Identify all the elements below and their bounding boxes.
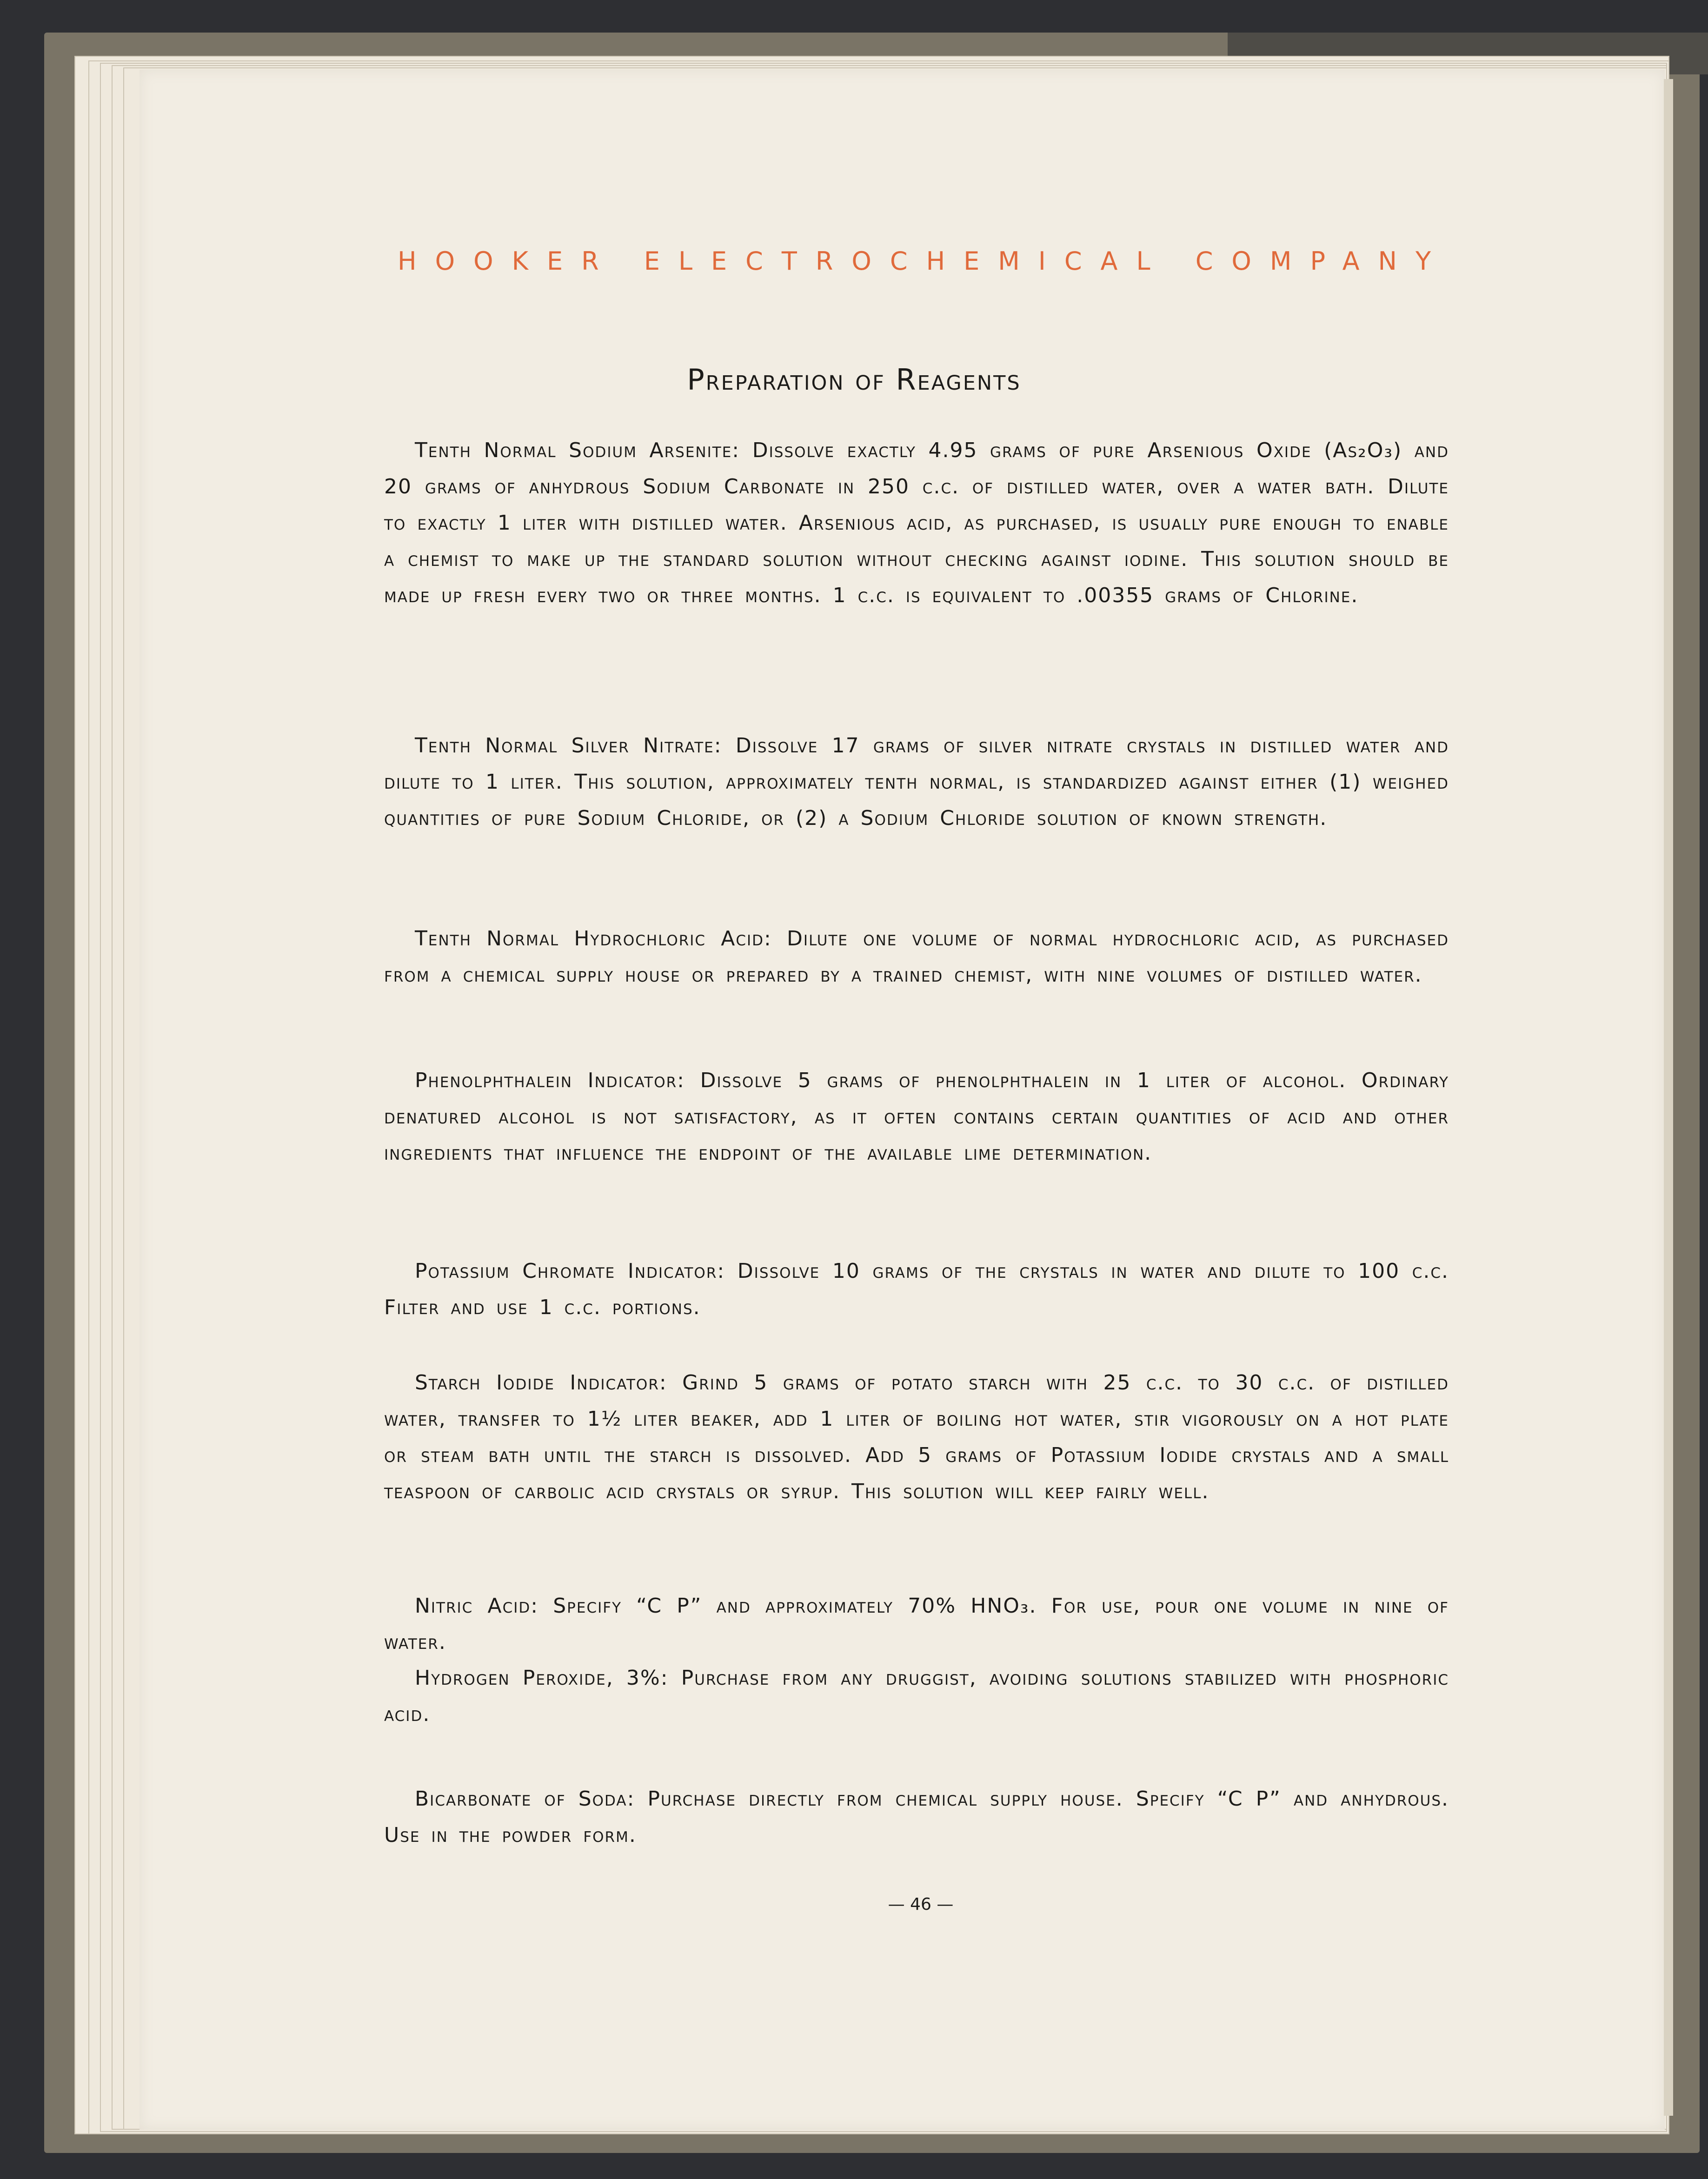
running-header: HOOKER ELECTROCHEMICAL COMPANY: [398, 246, 1449, 276]
page-title: Preparation of Reagents: [687, 363, 1021, 397]
paragraph-bicarbonate-soda: Bicarbonate of Soda: Purchase directly from chemical supply house. Specify “C P” and anhydrous. Use in the powder form.: [384, 1787, 1449, 1847]
paragraph-phenolphthalein: Phenolphthalein Indicator: Dissolve 5 grams of phenolphthalein in 1 liter of alcohol. Ordinary denatured alcohol is not satisfactory, as it often contains certain quantities of acid and other ingredients that influence the endpoint of the available lime determination.: [384, 1069, 1449, 1165]
paragraph-sodium-arsenite: Tenth Normal Sodium Arsenite: Dissolve exactly 4.95 grams of pure Arsenious Oxide (As₂O₃) and 20 grams of anhydrous Sodium Carbonate in 250 c.c. of distilled water, over a water bath. Dilute to exactly 1 liter with distilled water. Arsenious acid, as purchased, is usually pure enough to enable a chemist to make up the standard solution without checking against iodine. This solution should be made up fresh every two or three months. 1 c.c. is equivalent to .00355 grams of Chlorine.: [384, 438, 1449, 607]
paragraph-hydrochloric-acid: Tenth Normal Hydrochloric Acid: Dilute one volume of normal hydrochloric acid, as purchased from a chemical supply house or prepared by a trained chemist, with nine volumes of distilled water.: [384, 927, 1449, 987]
paragraph-silver-nitrate: Tenth Normal Silver Nitrate: Dissolve 17 grams of silver nitrate crystals in distilled water and dilute to 1 liter. This solution, approximately tenth normal, is standardized against either (1) weighed quantities of pure Sodium Chloride, or (2) a Sodium Chloride solution of known strength.: [384, 734, 1449, 830]
paragraph-starch-iodide: Starch Iodide Indicator: Grind 5 grams of potato starch with 25 c.c. to 30 c.c. of distilled water, transfer to 1½ liter beaker, add 1 liter of boiling hot water, stir vigorously on a hot plate or steam bath until the starch is dissolved. Add 5 grams of Potassium Iodide crystals and a small teaspoon of carbolic acid crystals or syrup. This solution will keep fairly well.: [384, 1371, 1449, 1503]
paragraph-hydrogen-peroxide: Hydrogen Peroxide, 3%: Purchase from any druggist, avoiding solutions stabilized with phosphoric acid.: [384, 1666, 1449, 1726]
page-number: — 46 —: [888, 1895, 954, 1914]
paragraph-nitric-acid: Nitric Acid: Specify “C P” and approximately 70% HNO₃. For use, pour one volume in nine of water.: [384, 1594, 1449, 1654]
paragraph-potassium-chromate: Potassium Chromate Indicator: Dissolve 10 grams of the crystals in water and dilute to 100 c.c. Filter and use 1 c.c. portions.: [384, 1259, 1449, 1319]
